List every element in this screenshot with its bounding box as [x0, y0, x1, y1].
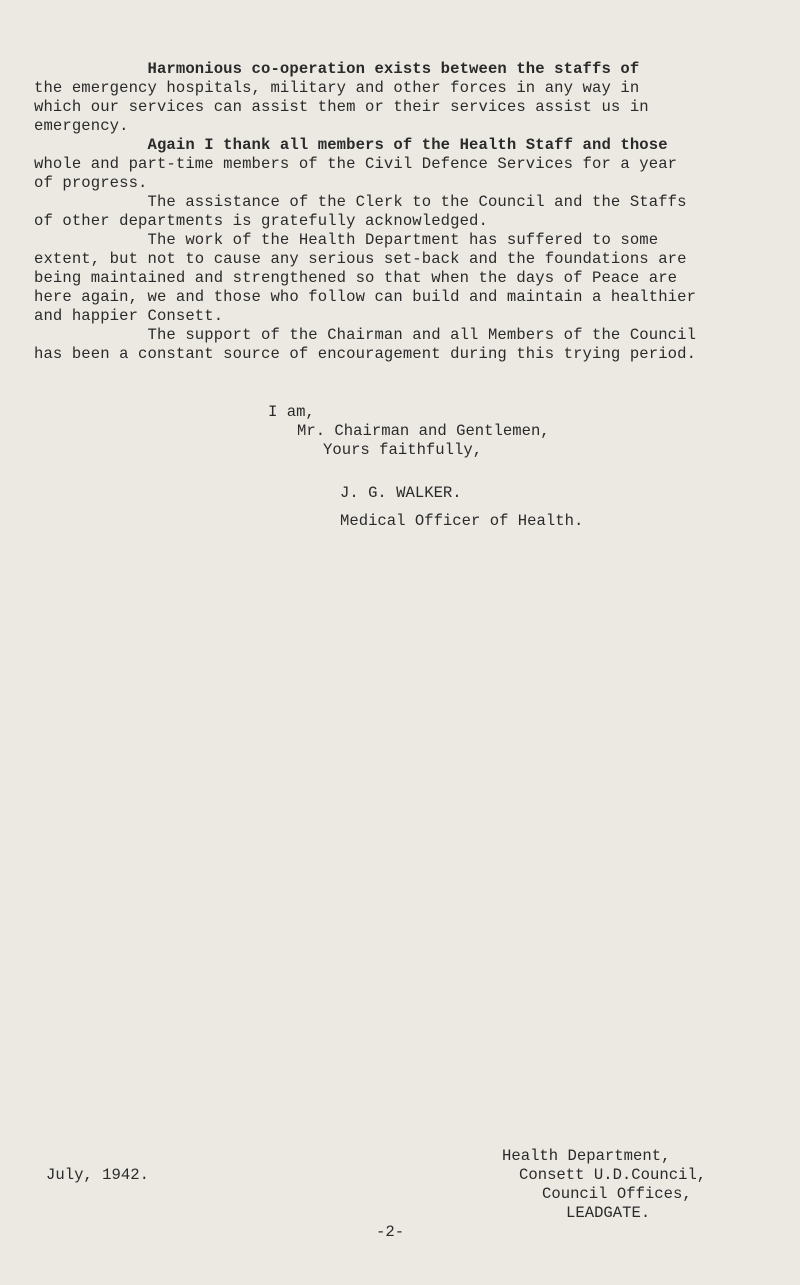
footer-date: July, 1942. [46, 1166, 149, 1184]
footer-address-line4: LEADGATE. [566, 1204, 651, 1222]
signatory-name: J. G. WALKER. [340, 484, 462, 502]
para1-line1: Harmonious co-operation exists between the staffs of [34, 60, 640, 78]
signatory-title: Medical Officer of Health. [340, 512, 584, 530]
footer-address-line1: Health Department, [502, 1147, 671, 1165]
para3-line2: of other departments is gratefully acknowledged. [34, 212, 488, 230]
para4-line4: here again, we and those who follow can build and maintain a healthier [34, 288, 697, 306]
para2-line2: whole and part-time members of the Civil Defence Services for a year [34, 155, 678, 173]
para5-line1: The support of the Chairman and all Members of the Council [34, 326, 697, 344]
closing-i-am: I am, [268, 403, 315, 421]
footer-address-line3: Council Offices, [542, 1185, 692, 1203]
para1-line2: the emergency hospitals, military and other forces in any way in [34, 79, 640, 97]
page-number: -2- [376, 1223, 405, 1241]
para4-line1: The work of the Health Department has suffered to some [34, 231, 659, 249]
closing-salutation: Mr. Chairman and Gentlemen, [297, 422, 550, 440]
para5-line2: has been a constant source of encouragement during this trying period. [34, 345, 697, 363]
para4-line3: being maintained and strengthened so that when the days of Peace are [34, 269, 678, 287]
para4-line5: and happier Consett. [34, 307, 224, 325]
para2-line1: Again I thank all members of the Health Staff and those [34, 136, 668, 154]
para2-line3: of progress. [34, 174, 148, 192]
para1-line4: emergency. [34, 117, 129, 135]
closing-yours: Yours faithfully, [323, 441, 483, 459]
para3-line1: The assistance of the Clerk to the Council and the Staffs [34, 193, 687, 211]
footer-address-line2: Consett U.D.Council, [519, 1166, 707, 1184]
para4-line2: extent, but not to cause any serious set-back and the foundations are [34, 250, 687, 268]
para1-line3: which our services can assist them or their services assist us in [34, 98, 649, 116]
